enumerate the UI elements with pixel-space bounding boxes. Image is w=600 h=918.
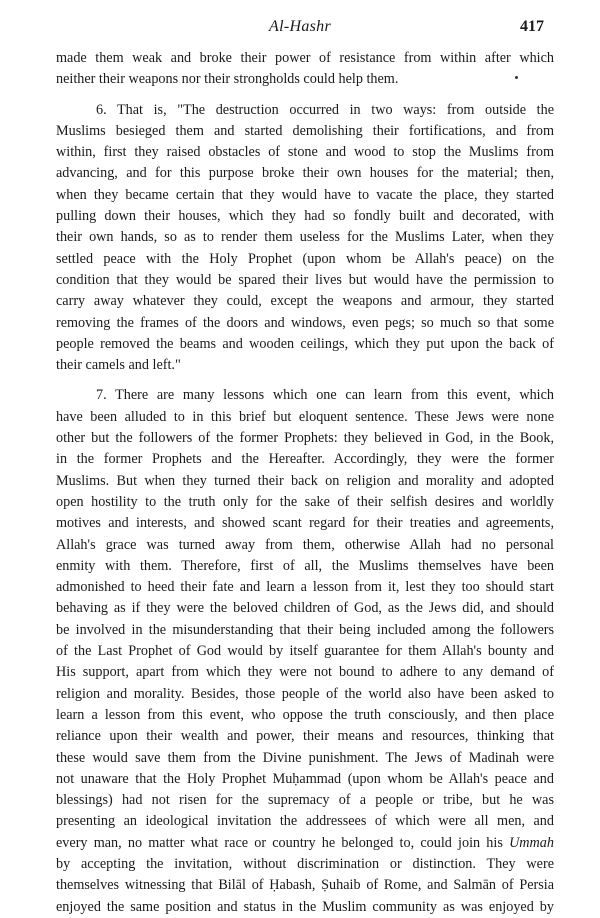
text-line: behaving as if they were the beloved children of God, as the Jews did, and should	[56, 600, 554, 617]
text-line: have been alluded to in this brief but eloquent sentence. These Jews were none	[56, 408, 554, 425]
text-line: people removed the beams and wooden ceilings, which they put upon the back of	[56, 335, 554, 352]
text-line: 6. That is, "The destruction occurred in two ways: from outside the	[96, 101, 554, 118]
text-line: when they became certain that they would have to vacate the place, they started	[56, 186, 554, 203]
text-line: enjoyed the same position and status in the Muslim community as was enjoyed by	[56, 898, 554, 915]
text-line: removing the frames of the doors and windows, even pegs; so much so that some	[56, 314, 554, 331]
text-line: learn a lesson from this event, who oppose the truth consciously, and then place	[56, 706, 554, 723]
text-line: Allah's grace was turned away from them, otherwise Allah had no personal	[56, 536, 554, 553]
paragraph-note-7	[56, 385, 554, 917]
paragraph-continuation	[56, 48, 554, 91]
text-line: presenting an ideological invitation the addressees of which were all men, and	[56, 813, 554, 830]
text-line: Muslims. But when they turned their back on religion and morality and adopted	[56, 472, 554, 489]
page-number: 417	[520, 18, 544, 35]
text-line: admonished to heed their fate and learn a lesson from it, lest they too should start	[56, 579, 554, 596]
body-text	[56, 48, 554, 918]
text-line: in the former Prophets and the Hereafter. Accordingly, they were the former	[56, 451, 554, 468]
text-line: His support, apart from which they were not bound to adhere to any demand of	[56, 664, 554, 681]
running-header	[0, 18, 600, 42]
text-line: within, first they raised obstacles of stone and wood to stop the Muslims from	[56, 144, 554, 161]
text-fragment: every man, no matter what race or country he belonged to, could join his	[56, 834, 510, 851]
paragraph-note-6	[56, 100, 554, 377]
text-line-with-italic	[56, 833, 554, 854]
running-title: Al-Hashr	[269, 18, 331, 35]
text-line: their own hands, so as to render them useless for the Muslims Later, when they	[56, 229, 554, 246]
text-line: open hostility to the truth only for the sake of their selfish desires and worldly	[56, 493, 554, 510]
text-line: not unaware that the Holy Prophet Muḥammad (upon whom be Allah's peace and	[56, 770, 554, 787]
text-line: of the Last Prophet of God would by itself guarantee for them Allah's bounty and	[56, 643, 554, 660]
text-line: neither their weapons nor their strongholds could help them.	[56, 71, 399, 88]
text-line: settled peace with the Holy Prophet (upon whom be Allah's peace) on the	[56, 250, 554, 267]
text-line: carry away whatever they could, except the weapons and armour, they started	[56, 293, 554, 310]
text-line: advancing, and for this purpose broke their own houses for the material; then,	[56, 165, 554, 182]
text-line: Muslims besieged them and started demolishing their fortifications, and from	[56, 122, 554, 139]
text-line: made them weak and broke their power of resistance from within after which	[56, 50, 554, 66]
text-line: enmity with them. Therefore, first of all, the Muslims themselves have been	[56, 557, 554, 574]
text-line: 7. There are many lessons which one can learn from this event, which	[96, 387, 554, 404]
text-line: their camels and left."	[56, 357, 181, 374]
text-line: themselves witnessing that Bilāl of Ḥabash, Ṣuhaib of Rome, and Salmān of Persia	[56, 877, 554, 894]
text-line: by accepting the invitation, without discrimination or distinction. They were	[56, 855, 554, 872]
text-line: these would save them from the Divine punishment. The Jews of Madinah were	[56, 749, 554, 766]
text-line: motives and interests, and showed scant regard for their treaties and agreements,	[56, 515, 554, 532]
text-line: religion and morality. Besides, those people of the world also have been asked to	[56, 685, 554, 702]
text-line: pulling down their houses, which they had so fondly built and decorated, with	[56, 208, 554, 225]
text-line: blessings) had not risen for the supremacy of a people or tribe, but he was	[56, 792, 554, 809]
italic-term: Ummah	[509, 834, 554, 851]
text-line: reliance upon their wealth and power, their means and resources, thinking that	[56, 728, 554, 745]
text-line: other but the followers of the former Prophets: they believed in God, in the Book,	[56, 430, 554, 447]
text-line: be involved in the misunderstanding that their being included among the followers	[56, 621, 554, 638]
text-line: condition that they would be spared their lives but would have the permission to	[56, 271, 554, 288]
